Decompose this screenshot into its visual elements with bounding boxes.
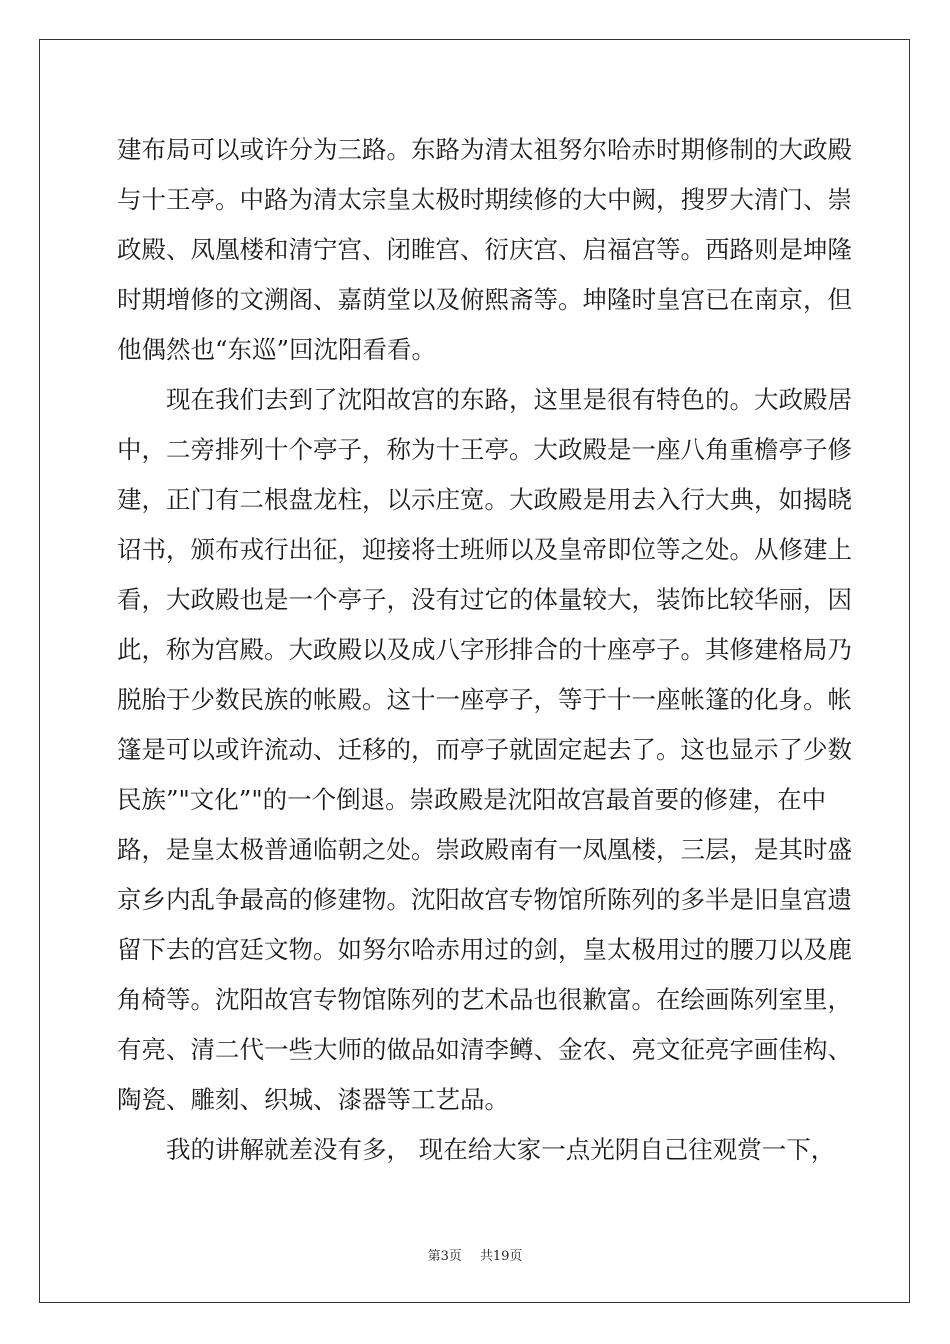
text-line: 中，二旁排列十个亭子，称为十王亭。大政殿是一座八角重檐亭子修 xyxy=(117,435,852,464)
paragraph-first-line: 现在我们去到了沈阳故宫的东路，这里是很有特色的。大政殿居 xyxy=(166,385,852,414)
text-line: 此，称为宫殿。大政殿以及成八字形排合的十座亭子。其修建格局乃 xyxy=(117,635,852,664)
page-number: 第3页 xyxy=(427,1249,462,1264)
text-line: 诏书，颁布戎行出征，迎接将士班师以及皇帝即位等之处。从修建上 xyxy=(117,535,852,564)
text-line: 建，正门有二根盘龙柱，以示庄宽。大政殿是用去入行大典，如揭晓 xyxy=(117,485,852,514)
text-line: 时期增修的文溯阁、嘉荫堂以及俯熙斋等。坤隆时皇宫已在南京，但 xyxy=(117,285,852,314)
text-line: 陶瓷、雕刻、织城、漆器等工艺品。 xyxy=(117,1085,509,1114)
text-line: 看，大政殿也是一个亭子，没有过它的体量较大，装饰比较华丽，因 xyxy=(117,585,852,614)
page-footer xyxy=(0,1248,950,1266)
text-line: 他偶然也“东巡”回沈阳看看。 xyxy=(117,335,437,364)
text-line: 建布局可以或许分为三路。东路为清太祖努尔哈赤时期修制的大政殿 xyxy=(117,135,852,164)
paragraph-first-line: 我的讲解就差没有多， 现在给大家一点光阴自己往观赏一下， xyxy=(166,1135,836,1164)
text-line: 路，是皇太极普通临朝之处。崇政殿南有一凤凰楼，三层，是其时盛 xyxy=(117,835,852,864)
text-line: 与十王亭。中路为清太宗皇太极时期续修的大中阙，搜罗大清门、崇 xyxy=(117,185,852,214)
text-line: 角椅等。沈阳故宫专物馆陈列的艺术品也很歉富。在绘画陈列室里， xyxy=(117,985,852,1014)
text-line: 民族”"文化”"的一个倒退。崇政殿是沈阳故宫最首要的修建，在中 xyxy=(117,785,827,814)
text-line: 脱胎于少数民族的帐殿。这十一座亭子，等于十一座帐篷的化身。帐 xyxy=(117,685,852,714)
text-line: 留下去的宫廷文物。如努尔哈赤用过的剑，皇太极用过的腰刀以及鹿 xyxy=(117,935,852,964)
text-line: 政殿、凤凰楼和清宁宫、闭睢宫、衍庆宫、启福宫等。西路则是坤隆 xyxy=(117,235,852,264)
text-line: 京乡内乱争最高的修建物。沈阳故宫专物馆所陈列的多半是旧皇宫遗 xyxy=(117,885,852,914)
text-line: 篷是可以或许流动、迁移的，而亭子就固定起去了。这也显示了少数 xyxy=(117,735,852,764)
page-total: 共19页 xyxy=(479,1249,523,1264)
text-line: 有亮、清二代一些大师的做品如清李鳟、金农、亮文征亮字画佳构、 xyxy=(117,1035,852,1064)
